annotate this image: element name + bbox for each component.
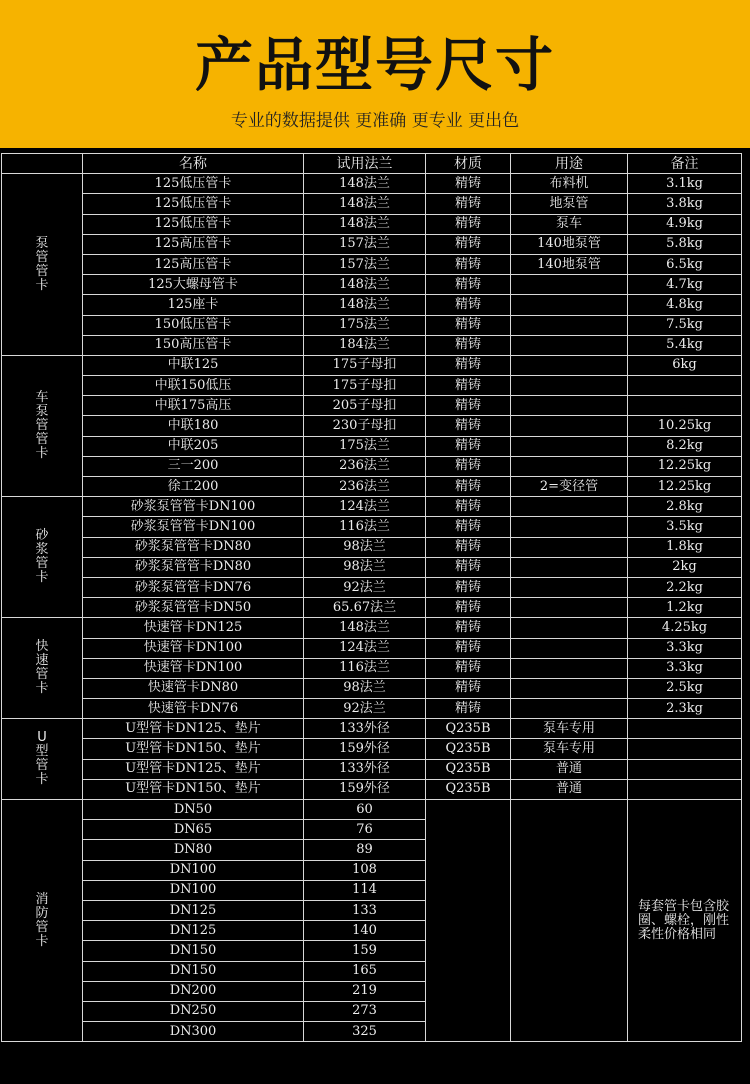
product-name: 砂浆泵管管卡DN50 <box>83 598 304 618</box>
table-row <box>2 497 742 517</box>
material: 精铸 <box>426 335 511 355</box>
product-name: DN80 <box>83 840 304 860</box>
product-name: DN150 <box>83 961 304 981</box>
product-name: 快速管卡DN80 <box>83 678 304 698</box>
table-row <box>2 658 742 678</box>
flange: 236法兰 <box>304 456 426 476</box>
group-label <box>2 497 83 618</box>
usage <box>511 800 628 1042</box>
material <box>426 800 511 1042</box>
usage <box>511 416 628 436</box>
material: 精铸 <box>426 174 511 194</box>
table-row <box>2 456 742 476</box>
material: 精铸 <box>426 275 511 295</box>
material: 精铸 <box>426 497 511 517</box>
flange: 108 <box>304 860 426 880</box>
column-header: 试用法兰 <box>304 154 426 174</box>
remark: 8.2kg <box>628 436 742 456</box>
product-name: 中联125 <box>83 355 304 375</box>
product-name: 125座卡 <box>83 295 304 315</box>
table-row <box>2 275 742 295</box>
table-row <box>2 436 742 456</box>
material: 精铸 <box>426 295 511 315</box>
flange: 159外径 <box>304 779 426 799</box>
page-title: 产品型号尺寸 <box>194 31 555 99</box>
product-name: 快速管卡DN100 <box>83 638 304 658</box>
usage <box>511 275 628 295</box>
material: 精铸 <box>426 396 511 416</box>
remark: 7.5kg <box>628 315 742 335</box>
product-name: DN50 <box>83 800 304 820</box>
product-name: 三一200 <box>83 456 304 476</box>
product-name: 中联180 <box>83 416 304 436</box>
remark: 2.5kg <box>628 678 742 698</box>
flange: 148法兰 <box>304 618 426 638</box>
usage <box>511 638 628 658</box>
usage: 地泵管 <box>511 194 628 214</box>
remark: 6.5kg <box>628 254 742 274</box>
product-name: U型管卡DN125、垫片 <box>83 759 304 779</box>
flange: 98法兰 <box>304 557 426 577</box>
product-name: DN100 <box>83 880 304 900</box>
table-row <box>2 295 742 315</box>
material: 精铸 <box>426 376 511 396</box>
usage <box>511 295 628 315</box>
flange: 148法兰 <box>304 295 426 315</box>
remark: 1.2kg <box>628 598 742 618</box>
table-row <box>2 618 742 638</box>
usage: 普通 <box>511 779 628 799</box>
product-name: 中联205 <box>83 436 304 456</box>
material: 精铸 <box>426 537 511 557</box>
material: 精铸 <box>426 416 511 436</box>
flange: 133外径 <box>304 719 426 739</box>
usage <box>511 517 628 537</box>
material: 精铸 <box>426 577 511 597</box>
product-name: 150低压管卡 <box>83 315 304 335</box>
column-header <box>2 154 83 174</box>
remark: 12.25kg <box>628 456 742 476</box>
material: 精铸 <box>426 456 511 476</box>
material: 精铸 <box>426 678 511 698</box>
product-name: 125高压管卡 <box>83 234 304 254</box>
material: 精铸 <box>426 699 511 719</box>
group-label-text: 快速管卡 <box>35 639 49 697</box>
flange: 133 <box>304 900 426 920</box>
column-header: 用途 <box>511 154 628 174</box>
product-name: 砂浆泵管管卡DN80 <box>83 537 304 557</box>
flange: 133外径 <box>304 759 426 779</box>
flange: 114 <box>304 880 426 900</box>
product-name: 125高压管卡 <box>83 254 304 274</box>
product-name: 砂浆泵管管卡DN100 <box>83 517 304 537</box>
product-name: 150高压管卡 <box>83 335 304 355</box>
flange: 157法兰 <box>304 234 426 254</box>
product-name: DN100 <box>83 860 304 880</box>
remark: 4.7kg <box>628 275 742 295</box>
remark <box>628 779 742 799</box>
remark: 2.8kg <box>628 497 742 517</box>
fire-group-note: 每套管卡包含胶圈、螺栓，刚性柔性价格相同 <box>628 800 742 1042</box>
usage: 2=变径管 <box>511 477 628 497</box>
table-row <box>2 477 742 497</box>
remark: 4.8kg <box>628 295 742 315</box>
table-row <box>2 678 742 698</box>
group-label-text: U型管卡 <box>35 730 49 788</box>
header-banner <box>0 0 750 148</box>
material: 精铸 <box>426 517 511 537</box>
column-header: 材质 <box>426 154 511 174</box>
table-row <box>2 517 742 537</box>
page-subtitle: 专业的数据提供 更准确 更专业 更出色 <box>230 111 520 131</box>
table-row <box>2 800 742 820</box>
usage <box>511 396 628 416</box>
flange: 175法兰 <box>304 436 426 456</box>
table-row <box>2 537 742 557</box>
group-label-text: 砂浆管卡 <box>35 528 49 586</box>
usage <box>511 456 628 476</box>
flange: 175法兰 <box>304 315 426 335</box>
remark: 3.8kg <box>628 194 742 214</box>
table-row <box>2 598 742 618</box>
usage <box>511 618 628 638</box>
material: Q235B <box>426 739 511 759</box>
table-row <box>2 396 742 416</box>
usage <box>511 678 628 698</box>
flange: 165 <box>304 961 426 981</box>
product-name: 快速管卡DN100 <box>83 658 304 678</box>
flange: 148法兰 <box>304 194 426 214</box>
table-row <box>2 699 742 719</box>
table-row <box>2 174 742 194</box>
material: 精铸 <box>426 194 511 214</box>
group-label-text: 车泵管管卡 <box>35 390 49 462</box>
spec-table <box>1 153 742 1042</box>
flange: 148法兰 <box>304 275 426 295</box>
usage <box>511 537 628 557</box>
column-header: 备注 <box>628 154 742 174</box>
table-row <box>2 315 742 335</box>
remark: 4.25kg <box>628 618 742 638</box>
usage: 140地泵管 <box>511 254 628 274</box>
remark: 6kg <box>628 355 742 375</box>
product-name: DN250 <box>83 1001 304 1021</box>
flange: 205子母扣 <box>304 396 426 416</box>
material: Q235B <box>426 719 511 739</box>
usage <box>511 355 628 375</box>
table-row <box>2 557 742 577</box>
material: 精铸 <box>426 598 511 618</box>
product-name: 中联150低压 <box>83 376 304 396</box>
table-row <box>2 214 742 234</box>
remark: 3.3kg <box>628 638 742 658</box>
remark: 4.9kg <box>628 214 742 234</box>
table-row <box>2 376 742 396</box>
flange: 236法兰 <box>304 477 426 497</box>
remark <box>628 739 742 759</box>
flange: 175子母扣 <box>304 355 426 375</box>
table-row <box>2 234 742 254</box>
remark: 2kg <box>628 557 742 577</box>
product-name: DN125 <box>83 921 304 941</box>
remark: 3.1kg <box>628 174 742 194</box>
material: Q235B <box>426 759 511 779</box>
flange: 219 <box>304 981 426 1001</box>
product-name: DN300 <box>83 1022 304 1042</box>
table-row <box>2 577 742 597</box>
flange: 148法兰 <box>304 214 426 234</box>
remark: 2.3kg <box>628 699 742 719</box>
remark <box>628 376 742 396</box>
material: 精铸 <box>426 638 511 658</box>
table-row <box>2 194 742 214</box>
product-name: 砂浆泵管管卡DN76 <box>83 577 304 597</box>
table-row <box>2 759 742 779</box>
usage <box>511 436 628 456</box>
usage: 布料机 <box>511 174 628 194</box>
product-name: 125低压管卡 <box>83 174 304 194</box>
flange: 124法兰 <box>304 497 426 517</box>
product-name: U型管卡DN150、垫片 <box>83 739 304 759</box>
remark: 1.8kg <box>628 537 742 557</box>
group-label <box>2 355 83 496</box>
remark: 3.5kg <box>628 517 742 537</box>
remark: 10.25kg <box>628 416 742 436</box>
remark: 5.8kg <box>628 234 742 254</box>
flange: 92法兰 <box>304 699 426 719</box>
group-label <box>2 719 83 800</box>
product-name: U型管卡DN125、垫片 <box>83 719 304 739</box>
column-header: 名称 <box>83 154 304 174</box>
usage <box>511 557 628 577</box>
table-row <box>2 335 742 355</box>
flange: 184法兰 <box>304 335 426 355</box>
material: 精铸 <box>426 214 511 234</box>
material: 精铸 <box>426 557 511 577</box>
remark: 3.3kg <box>628 658 742 678</box>
material: 精铸 <box>426 254 511 274</box>
flange: 159外径 <box>304 739 426 759</box>
product-name: 快速管卡DN76 <box>83 699 304 719</box>
flange: 116法兰 <box>304 517 426 537</box>
flange: 325 <box>304 1022 426 1042</box>
table-row <box>2 355 742 375</box>
flange: 98法兰 <box>304 537 426 557</box>
usage <box>511 598 628 618</box>
usage <box>511 376 628 396</box>
flange: 92法兰 <box>304 577 426 597</box>
product-name: DN125 <box>83 900 304 920</box>
remark: 12.25kg <box>628 477 742 497</box>
flange: 116法兰 <box>304 658 426 678</box>
product-name: DN150 <box>83 941 304 961</box>
group-label-text: 消防管卡 <box>35 891 49 949</box>
flange: 159 <box>304 941 426 961</box>
product-name: 中联175高压 <box>83 396 304 416</box>
material: 精铸 <box>426 315 511 335</box>
flange: 230子母扣 <box>304 416 426 436</box>
usage: 140地泵管 <box>511 234 628 254</box>
product-name: 砂浆泵管管卡DN80 <box>83 557 304 577</box>
material: 精铸 <box>426 355 511 375</box>
usage <box>511 315 628 335</box>
usage: 泵车 <box>511 214 628 234</box>
usage <box>511 497 628 517</box>
flange: 89 <box>304 840 426 860</box>
table-header-row <box>2 154 742 174</box>
flange: 65.67法兰 <box>304 598 426 618</box>
material: 精铸 <box>426 477 511 497</box>
usage <box>511 699 628 719</box>
product-name: 125大螺母管卡 <box>83 275 304 295</box>
product-name: DN65 <box>83 820 304 840</box>
table-row <box>2 254 742 274</box>
remark: 5.4kg <box>628 335 742 355</box>
product-name: DN200 <box>83 981 304 1001</box>
remark <box>628 719 742 739</box>
product-name: U型管卡DN150、垫片 <box>83 779 304 799</box>
table-row <box>2 779 742 799</box>
flange: 157法兰 <box>304 254 426 274</box>
flange: 273 <box>304 1001 426 1021</box>
table-row <box>2 416 742 436</box>
remark <box>628 396 742 416</box>
product-name: 快速管卡DN125 <box>83 618 304 638</box>
usage <box>511 335 628 355</box>
product-name: 徐工200 <box>83 477 304 497</box>
product-name: 125低压管卡 <box>83 214 304 234</box>
flange: 140 <box>304 921 426 941</box>
remark <box>628 759 742 779</box>
table-row <box>2 719 742 739</box>
remark: 2.2kg <box>628 577 742 597</box>
usage <box>511 577 628 597</box>
material: 精铸 <box>426 436 511 456</box>
usage: 泵车专用 <box>511 739 628 759</box>
group-label <box>2 174 83 356</box>
group-label <box>2 618 83 719</box>
flange: 148法兰 <box>304 174 426 194</box>
material: 精铸 <box>426 658 511 678</box>
flange: 175子母扣 <box>304 376 426 396</box>
product-name: 125低压管卡 <box>83 194 304 214</box>
material: 精铸 <box>426 234 511 254</box>
flange: 76 <box>304 820 426 840</box>
usage <box>511 658 628 678</box>
material: Q235B <box>426 779 511 799</box>
flange: 98法兰 <box>304 678 426 698</box>
table-row <box>2 739 742 759</box>
usage: 泵车专用 <box>511 719 628 739</box>
group-label <box>2 800 83 1042</box>
flange: 60 <box>304 800 426 820</box>
material: 精铸 <box>426 618 511 638</box>
group-label-text: 泵管管卡 <box>35 235 49 293</box>
product-name: 砂浆泵管管卡DN100 <box>83 497 304 517</box>
flange: 124法兰 <box>304 638 426 658</box>
usage: 普通 <box>511 759 628 779</box>
table-row <box>2 638 742 658</box>
